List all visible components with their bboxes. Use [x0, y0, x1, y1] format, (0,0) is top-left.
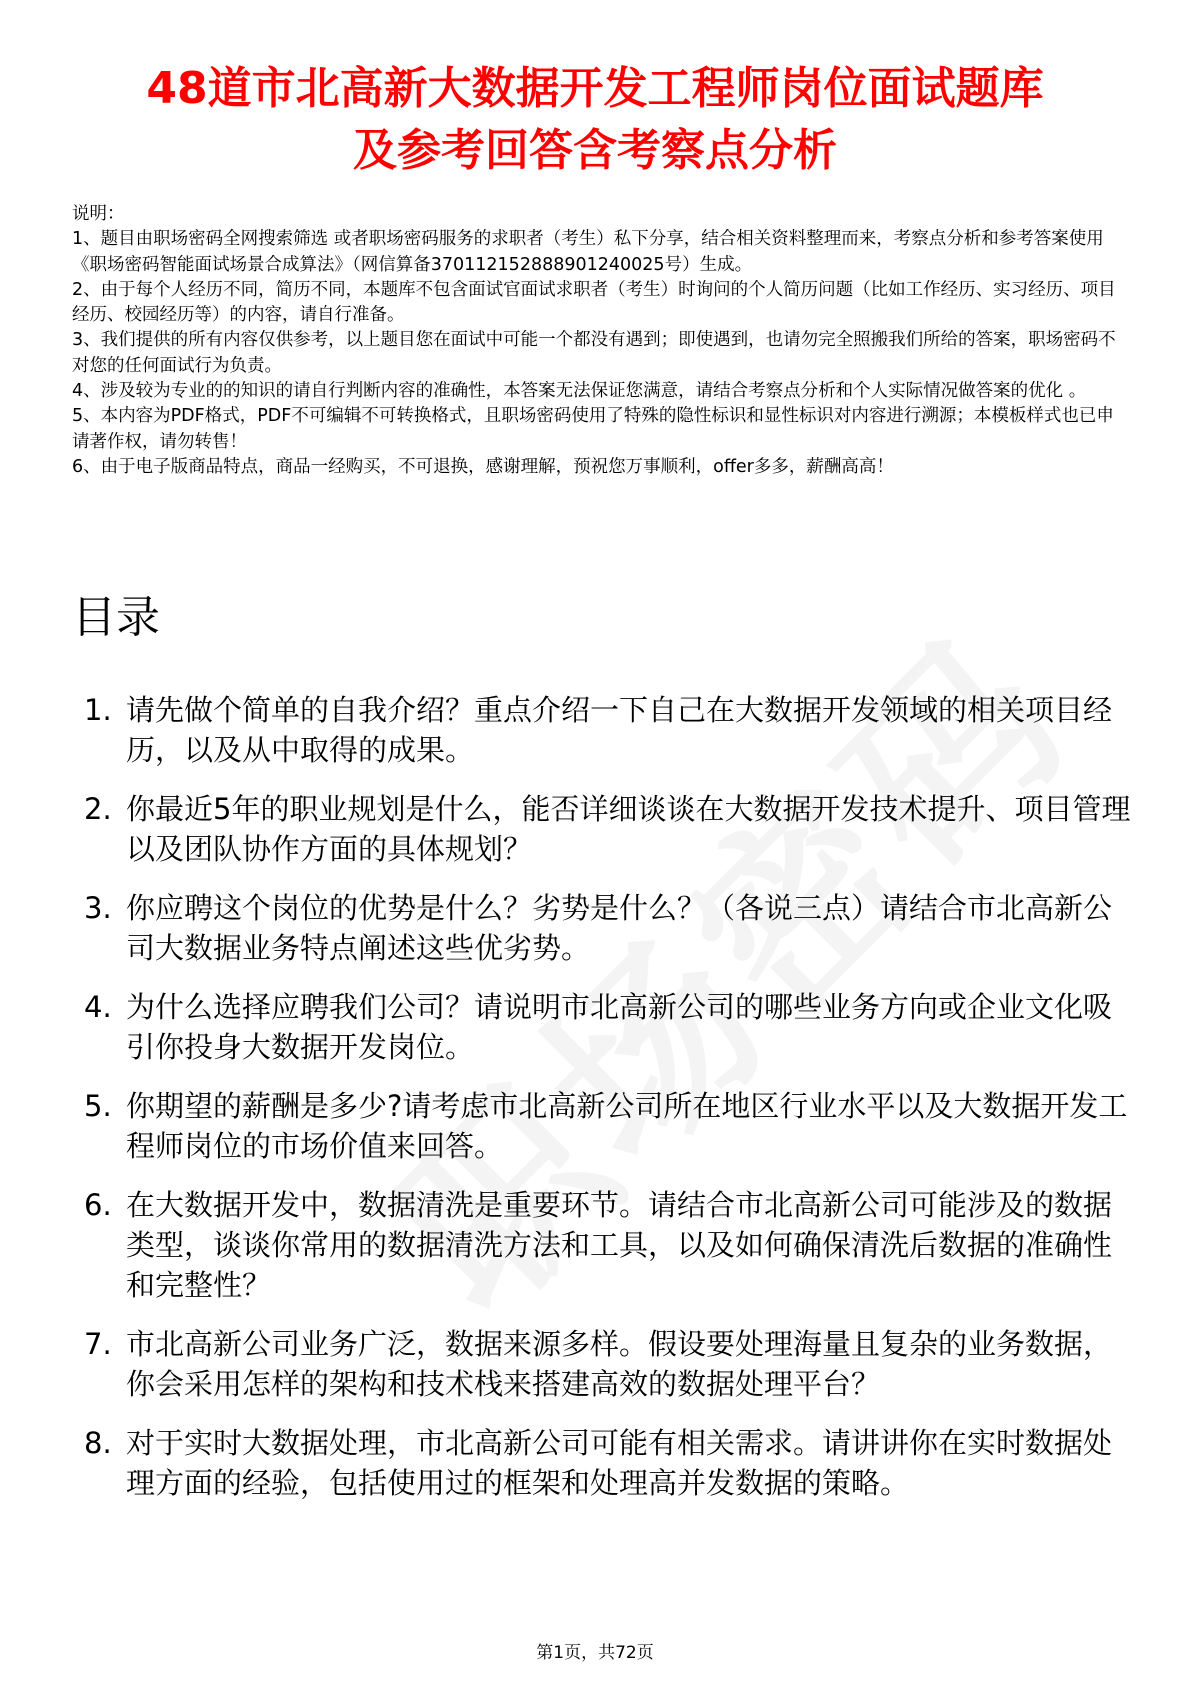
page-footer: 第1页，共72页: [536, 1643, 654, 1663]
toc-item-text: 对于实时大数据处理，市北高新公司可能有相关需求。请讲讲你在实时数据处理方面的经验，包括使用过的框架和处理高并发数据的策略。: [126, 1426, 1113, 1500]
document-title: [40, 58, 1150, 182]
note-item-6: 6、由于电子版商品特点，商品一经购买，不可退换，感谢理解，预祝您万事顺利，offer多多，薪酬高高！: [72, 456, 894, 477]
toc-item-number: 8.: [84, 1426, 112, 1460]
toc-item-number: 5.: [84, 1089, 112, 1123]
toc-item-number: 2.: [84, 792, 112, 826]
toc-item-number: 4.: [84, 990, 112, 1024]
toc-item-5[interactable]: [72, 1086, 1132, 1166]
toc-item-text: 市北高新公司业务广泛，数据来源多样。假设要处理海量且复杂的业务数据，你会采用怎样的架构和技术栈来搭建高效的数据处理平台？: [126, 1327, 1113, 1401]
toc-list: [72, 690, 1132, 1522]
toc-item-text: 你应聘这个岗位的优势是什么？劣势是什么？（各说三点）请结合市北高新公司大数据业务特点阐述这些优劣势。: [126, 891, 1113, 965]
title-line-2: 及参考回答含考察点分析: [353, 125, 837, 176]
toc-item-number: 1.: [84, 693, 112, 727]
toc-item-number: 6.: [84, 1188, 112, 1222]
toc-item-text: 在大数据开发中，数据清洗是重要环节。请结合市北高新公司可能涉及的数据类型，谈谈你常用的数据清洗方法和工具，以及如何确保清洗后数据的准确性和完整性？: [126, 1188, 1113, 1302]
toc-item-number: 3.: [84, 891, 112, 925]
toc-item-number: 7.: [84, 1327, 112, 1361]
toc-heading: 目录: [72, 592, 160, 643]
toc-item-8[interactable]: [72, 1423, 1132, 1503]
note-item-5: 5、本内容为PDF格式，PDF不可编辑不可转换格式，且职场密码使用了特殊的隐性标识和显性标识对内容进行溯源；本模板样式也已申请著作权，请勿转售！: [72, 406, 1114, 452]
toc-item-4[interactable]: [72, 987, 1132, 1067]
toc-item-2[interactable]: [72, 789, 1132, 869]
note-item-4: 4、涉及较为专业的的知识的请自行判断内容的准确性，本答案无法保证您满意，请结合考察点分析和个人实际情况做答案的优化 。: [72, 381, 1087, 402]
note-item-1: 1、题目由职场密码全网搜索筛选 或者职场密码服务的求职者（考生）私下分享，结合相关资料整理而来，考察点分析和参考答案使用《职场密码智能面试场景合成算法》（网信算备370112152888901240025号）生成。: [72, 229, 1104, 275]
note-item-3: 3、我们提供的所有内容仅供参考，以上题目您在面试中可能一个都没有遇到；即使遇到，也请勿完全照搬我们所给的答案，职场密码不对您的任何面试行为负责。: [72, 330, 1116, 376]
toc-item-3[interactable]: [72, 888, 1132, 968]
notes-section: [72, 202, 1122, 480]
toc-item-text: 为什么选择应聘我们公司？请说明市北高新公司的哪些业务方向或企业文化吸引你投身大数据开发岗位。: [126, 990, 1113, 1064]
toc-item-7[interactable]: [72, 1324, 1132, 1404]
note-item-2: 2、由于每个人经历不同，简历不同，本题库不包含面试官面试求职者（考生）时询问的个人简历问题（比如工作经历、实习经历、项目经历、校园经历等）的内容，请自行准备。: [72, 279, 1116, 326]
title-line-1: 48道市北高新大数据开发工程师岗位面试题库: [146, 63, 1044, 114]
toc-item-text: 你期望的薪酬是多少?请考虑市北高新公司所在地区行业水平以及大数据开发工程师岗位的市场价值来回答。: [126, 1089, 1128, 1163]
toc-item-1[interactable]: [72, 690, 1132, 770]
toc-item-text: 请先做个简单的自我介绍？重点介绍一下自己在大数据开发领域的相关项目经历，以及从中取得的成果。: [126, 693, 1113, 767]
toc-item-text: 你最近5年的职业规划是什么，能否详细谈谈在大数据开发技术提升、项目管理以及团队协作方面的具体规划？: [126, 792, 1131, 866]
toc-item-6[interactable]: [72, 1185, 1132, 1305]
notes-heading: 说明：: [72, 204, 125, 224]
